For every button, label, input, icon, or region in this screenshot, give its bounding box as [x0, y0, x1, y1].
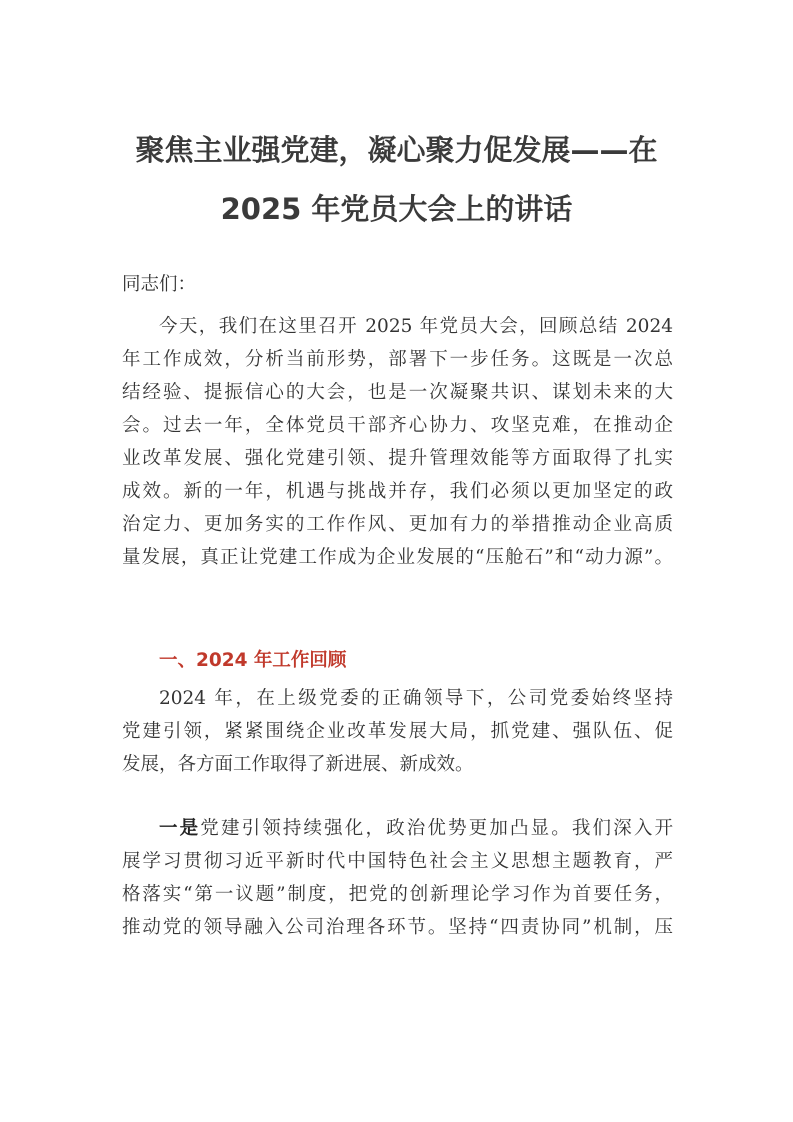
paragraph-line — [122, 812, 673, 845]
paragraph-line: 量发展，真正让党建工作成为企业发展的“压舱石”和“动力源”。 — [122, 547, 673, 568]
point-lead: 一是 — [159, 818, 201, 839]
paragraph-line: 业改革发展、强化党建引领、提升管理效能等方面取得了扎实 — [122, 448, 673, 469]
paragraph-review — [122, 682, 673, 781]
paragraph-line: 成效。新的一年，机遇与挑战并存，我们必须以更加坚定的政 — [122, 481, 673, 502]
paragraph-line: 会。过去一年，全体党员干部齐心协力、攻坚克难，在推动企 — [122, 415, 673, 436]
paragraph-line: 格落实“第一议题”制度，把党的创新理论学习作为首要任务， — [122, 884, 673, 905]
section-heading: 一、2024 年工作回顾 — [159, 650, 347, 671]
paragraph-line: 党建引领，紧紧围绕企业改革发展大局，抓党建、强队伍、促 — [122, 721, 673, 742]
paragraph-line: 结经验、提振信心的大会，也是一次凝聚共识、谋划未来的大 — [122, 382, 673, 403]
paragraph-line: 2024 年，在上级党委的正确领导下，公司党委始终坚持 — [159, 688, 673, 709]
document-title-line-1: 聚焦主业强党建，凝心聚力促发展——在 — [135, 133, 658, 167]
document-title-line-2: 2025 年党员大会上的讲话 — [220, 192, 573, 226]
paragraph-point-one — [122, 812, 673, 944]
paragraph-line: 推动党的领导融入公司治理各环节。坚持“四责协同”机制，压 — [122, 917, 673, 938]
point-text: 党建引领持续强化，政治优势更加凸显。我们深入开 — [200, 818, 673, 839]
paragraph-opening — [122, 310, 673, 574]
paragraph-line: 发展，各方面工作取得了新进展、新成效。 — [122, 754, 474, 775]
paragraph-line: 展学习贯彻习近平新时代中国特色社会主义思想主题教育，严 — [122, 851, 673, 872]
paragraph-line: 治定力、更加务实的工作作风、更加有力的举措推动企业高质 — [122, 514, 673, 535]
paragraph-line: 今天，我们在这里召开 2025 年党员大会，回顾总结 2024 — [159, 316, 673, 337]
greeting: 同志们： — [122, 274, 197, 295]
paragraph-line: 年工作成效，分析当前形势，部署下一步任务。这既是一次总 — [122, 349, 673, 370]
